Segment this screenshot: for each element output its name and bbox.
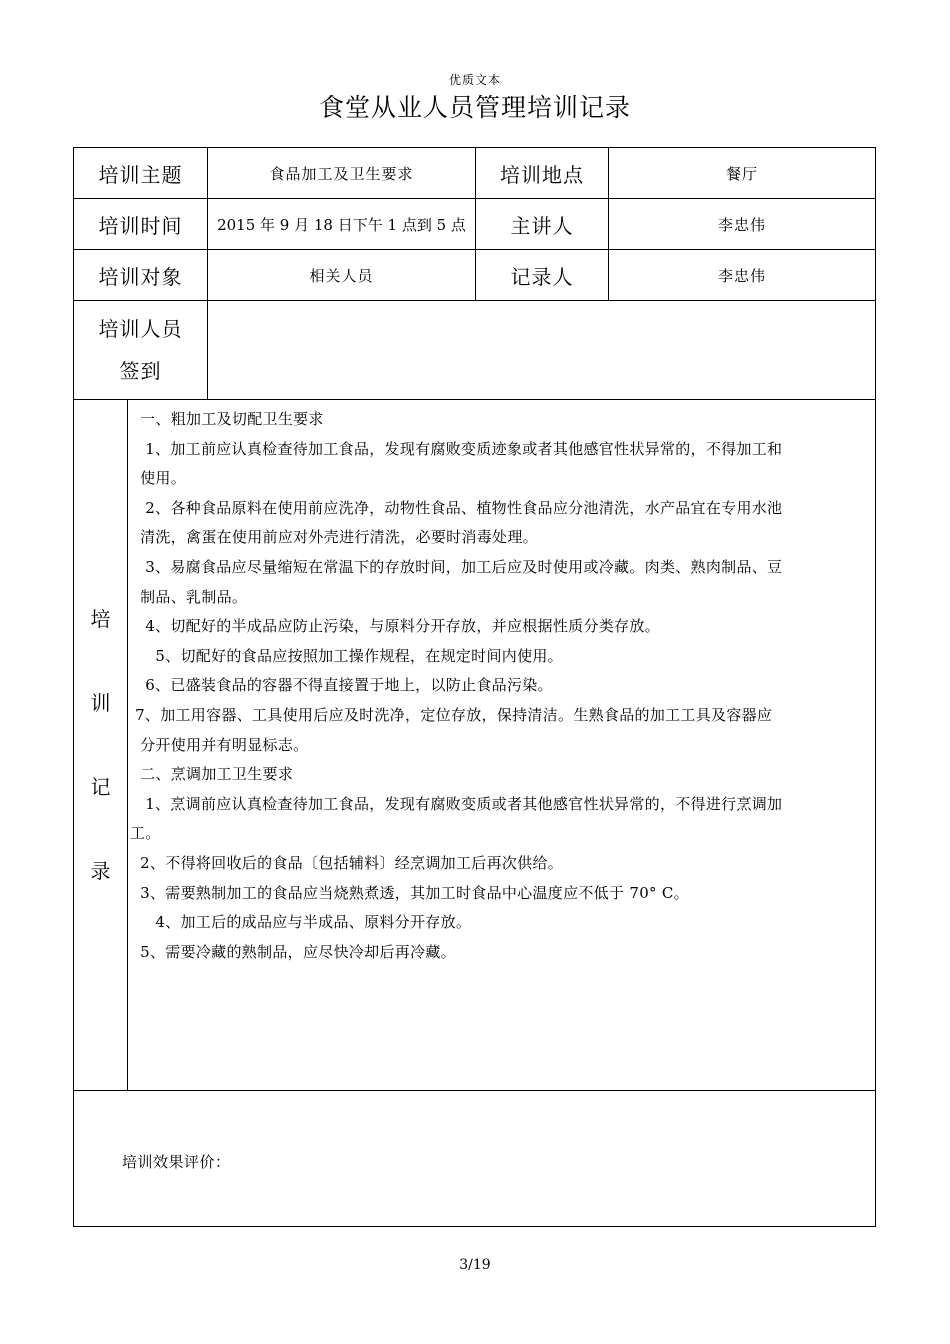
record-line: 5、需要冷藏的熟制品，应尽快冷却后再冷藏。 — [130, 942, 456, 961]
record-line: 制品、乳制品。 — [130, 587, 248, 606]
document-title: 食堂从业人员管理培训记录 — [318, 93, 631, 122]
record-line: 1、加工前应认真检查待加工食品，发现有腐败变质迹象或者其他感官性状异常的，不得加工和 — [130, 439, 783, 458]
column-divider — [127, 400, 128, 1090]
signin-label — [74, 301, 207, 399]
time-label: 培训时间 — [98, 213, 183, 238]
record-label-char: 录 — [90, 859, 111, 883]
record-side-label — [74, 400, 127, 1090]
record-label-char: 训 — [90, 691, 111, 715]
signin-area[interactable] — [208, 301, 875, 399]
record-line: 4、加工后的成品应与半成品、原料分开存放。 — [130, 913, 472, 932]
record-line: 4、切配好的半成品应防止污染，与原料分开存放，并应根据性质分类存放。 — [130, 617, 660, 636]
evaluation-label: 培训效果评价： — [122, 1153, 231, 1171]
record-line: 7、加工用容器、工具使用后应及时洗净，定位存放，保持清洁。生熟食品的加工工具及容器应 — [130, 705, 773, 724]
header-note: 优质文本 — [448, 73, 501, 87]
record-line: 工。 — [130, 824, 161, 843]
record-line: 2、不得将回收后的食品〔包括辅料〕经烹调加工后再次供给。 — [130, 853, 564, 872]
time-value: 2015 年 9 月 18 日下午 1 点到 5 点 — [217, 215, 466, 234]
location-value: 餐厅 — [725, 164, 758, 183]
recorder-value: 李忠伟 — [717, 266, 766, 285]
topic-label: 培训主题 — [98, 162, 183, 187]
speaker-value: 李忠伟 — [717, 215, 766, 234]
record-label-char: 培 — [90, 607, 111, 631]
record-label-char: 记 — [90, 775, 111, 799]
record-line: 二、烹调加工卫生要求 — [130, 765, 294, 784]
record-line: 1、烹调前应认真检查待加工食品，发现有腐败变质或者其他感官性状异常的，不得进行烹调加 — [130, 794, 783, 813]
record-content — [130, 405, 870, 967]
record-line: 6、已盛装食品的容器不得直接置于地上，以防止食品污染。 — [130, 676, 553, 695]
audience-value: 相关人员 — [309, 266, 374, 285]
recorder-label: 记录人 — [510, 264, 574, 289]
audience-label: 培训对象 — [98, 264, 183, 289]
record-line: 5、切配好的食品应按照加工操作规程，在规定时间内使用。 — [130, 646, 563, 665]
location-label: 培训地点 — [500, 162, 584, 187]
page-number: 3/19 — [459, 1257, 491, 1273]
record-line: 2、各种食品原料在使用前应洗净，动物性食品、植物性食品应分池清洗，水产品宜在专用水池 — [130, 498, 783, 517]
record-line: 一、粗加工及切配卫生要求 — [130, 410, 324, 428]
record-line: 分开使用并有明显标志。 — [130, 735, 309, 754]
signin-label-line1: 培训人员 — [98, 317, 183, 341]
training-record-table — [73, 147, 876, 1227]
record-line: 清洗，禽蛋在使用前应对外壳进行清洗，必要时消毒处理。 — [130, 528, 538, 547]
signin-label-line2: 签到 — [119, 359, 162, 383]
topic-value: 食品加工及卫生要求 — [269, 164, 414, 183]
record-line: 使用。 — [130, 469, 187, 488]
record-line: 3、需要熟制加工的食品应当烧熟煮透，其加工时食品中心温度应不低于 70° C。 — [130, 883, 689, 902]
row-divider — [74, 1090, 875, 1091]
speaker-label: 主讲人 — [510, 213, 574, 238]
record-line: 3、易腐食品应尽量缩短在常温下的存放时间，加工后应及时使用或冷藏。肉类、熟肉制品、豆 — [130, 557, 783, 576]
row-divider — [74, 399, 875, 400]
